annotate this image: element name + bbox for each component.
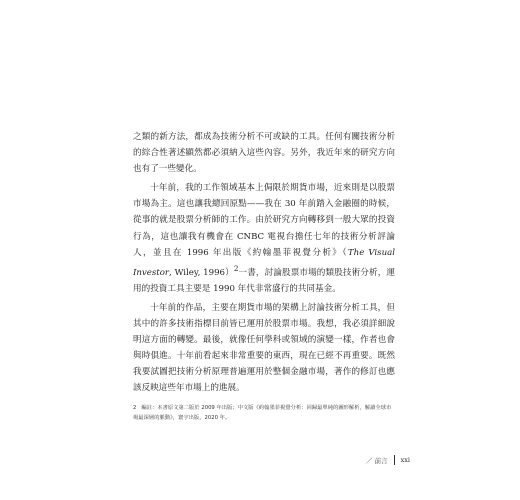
footnote (133, 404, 395, 423)
page-number: xxi (400, 456, 410, 464)
footnote-text: 編註：本書原文第二版於 2009 年出版；中文版《約翰墨菲視覺分析：回歸最單純的圖形解析，解讀全球市場最深層的脈動》，寰宇出版，2020 年。 (133, 405, 392, 421)
body-text (133, 129, 395, 396)
page-footer (366, 455, 410, 465)
footnote-number: 2 (133, 405, 137, 411)
paragraph-2-text-b: , Wiley, 1996） (169, 267, 234, 278)
paragraph-2-text-c: 一書，討論股票市場的類股技術分析，運用的投資工具主要是 1990 年代非常盛行的共同基金。 (133, 267, 395, 294)
paragraph-2-text-a: 十年前，我的工作領域基本上侷限於期貨市場，近來則是以股票市場為主。這也讓我總回原點——我在 30 年前踏入金融圈的時候，從事的就是股票分析師的工作。由於研究方向轉移到一般大眾的投資行為，這也讓我有機會在 CNBC 電視台擔任七年的技術分析評論人，並且在 1996 年出版《約翰墨菲視覺分析》（ (133, 183, 395, 258)
section-label: ／ 前言 (366, 456, 388, 465)
paragraph-1: 之類的新方法，都成為技術分析不可或缺的工具。任何有關技術分析的綜合性著述顯然都必須納入這些內容。另外，我近年來的研究方向也有了一些變化。 (133, 132, 395, 175)
book-title: The Visual Investor (133, 247, 395, 278)
footer-divider (394, 455, 395, 465)
paragraph-2 (133, 180, 395, 297)
paragraph-3: 十年前的作品，主要在期貨市場的架構上討論技術分析工具，但其中的許多技術指標目前皆已運用於股票市場。我想，我必須詳細說明這方面的轉變。最後，就像任何學科或領域的演變一樣，作者也會與時俱進。十年前看起來非常重要的東西，現在已經不再重要。既然我要試圖把技術分析原理普遍運用於整個金融市場，著作的修訂也應該反映這些年市場上的進展。 (133, 302, 395, 394)
footnote-ref: 2 (233, 263, 239, 273)
